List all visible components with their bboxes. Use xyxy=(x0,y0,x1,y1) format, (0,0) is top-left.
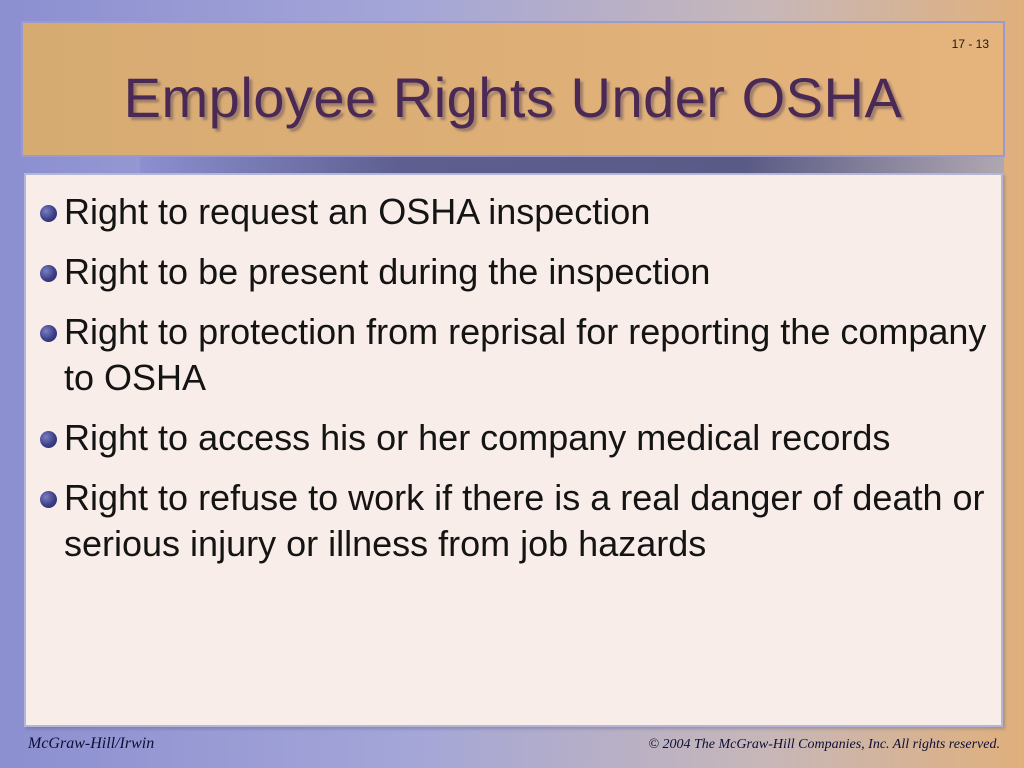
slide-title: Employee Rights Under OSHA xyxy=(123,66,903,129)
bullet-item xyxy=(64,309,991,401)
bullet-text: Right to refuse to work if there is a real danger of death or serious injury or illness from job hazards xyxy=(64,477,985,564)
bullet-dot-icon xyxy=(40,205,57,222)
bullet-item xyxy=(64,475,991,567)
bullet-text: Right to be present during the inspection xyxy=(64,251,711,292)
title-panel xyxy=(21,21,1005,157)
bullet-text: Right to protection from reprisal for reporting the company to OSHA xyxy=(64,311,987,398)
bullet-dot-icon xyxy=(40,265,57,282)
bullet-item xyxy=(64,249,991,295)
bullet-text: Right to access his or her company medical records xyxy=(64,417,891,458)
bullet-dot-icon xyxy=(40,325,57,342)
bullet-dot-icon xyxy=(40,491,57,508)
slide-number: 17 - 13 xyxy=(951,37,989,51)
title-divider xyxy=(140,157,1004,173)
footer-publisher: McGraw-Hill/Irwin xyxy=(28,735,155,752)
bullet-dot-icon xyxy=(40,431,57,448)
bullet-item xyxy=(64,415,991,461)
bullet-text: Right to request an OSHA inspection xyxy=(64,191,651,232)
bullet-list xyxy=(26,175,1001,567)
footer-copyright: © 2004 The McGraw-Hill Companies, Inc. All rights reserved. xyxy=(648,737,1000,752)
bullet-item xyxy=(64,189,991,235)
content-panel xyxy=(24,173,1003,727)
